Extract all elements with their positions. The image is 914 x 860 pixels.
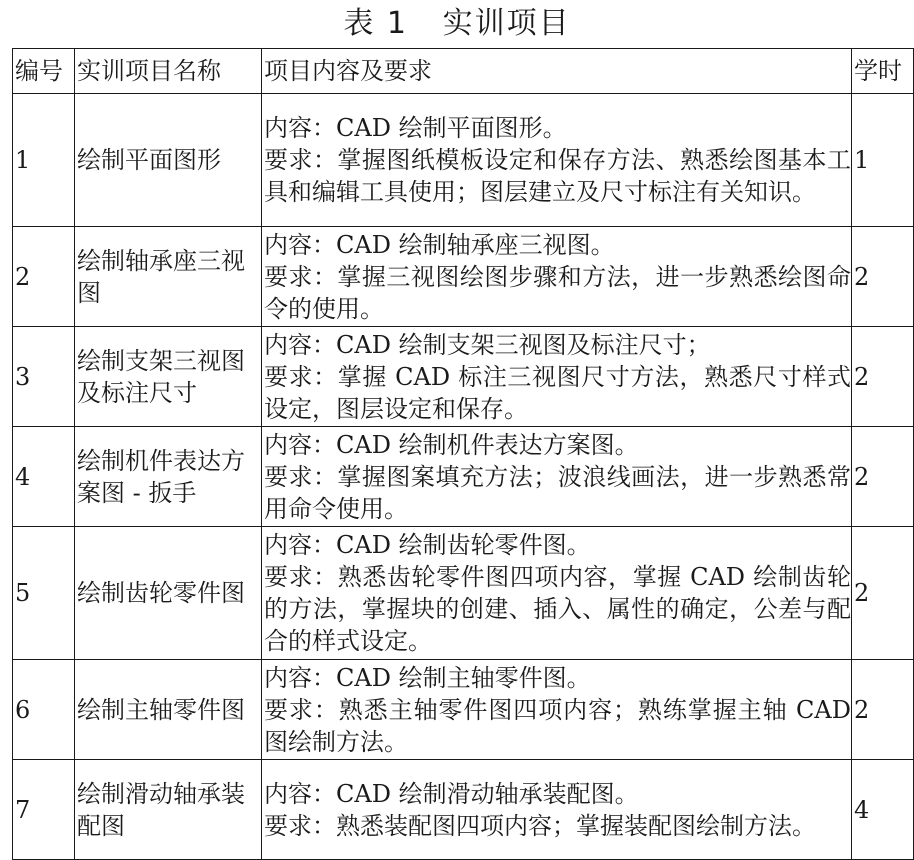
row-requirement: 要求：熟悉装配图四项内容；掌握装配图绘制方法。: [264, 811, 816, 840]
table-row: [13, 327, 914, 427]
header-hours: 学时: [852, 49, 914, 94]
row-project-name: 绘制支架三视图及标注尺寸: [75, 327, 262, 427]
row-number: 3: [13, 327, 75, 427]
row-requirement: 要求：熟悉齿轮零件图四项内容，掌握 CAD 绘制齿轮的方法，掌握块的创建、插入、属性的确定，公差与配合的样式设定。: [264, 563, 851, 655]
row-content-requirements: [262, 94, 852, 227]
header-number: 编号: [13, 49, 75, 94]
table-row: [13, 227, 914, 327]
row-number: 7: [13, 760, 75, 860]
row-requirement: 要求：掌握 CAD 标注三视图尺寸方法，熟悉尺寸样式设定，图层设定和保存。: [264, 362, 851, 423]
row-number: 4: [13, 427, 75, 527]
row-number: 5: [13, 527, 75, 660]
row-content: 内容：CAD 绘制机件表达方案图。: [264, 430, 639, 459]
row-hours: 2: [852, 327, 914, 427]
row-content-requirements: [262, 760, 852, 860]
header-row: [13, 49, 914, 94]
row-requirement: 要求：掌握三视图绘图步骤和方法，进一步熟悉绘图命令的使用。: [264, 262, 851, 323]
training-projects-table: [12, 48, 914, 860]
row-content: 内容：CAD 绘制平面图形。: [264, 114, 567, 142]
row-project-name: 绘制平面图形: [75, 94, 262, 227]
row-number: 2: [13, 227, 75, 327]
row-content-requirements: [262, 227, 852, 327]
row-project-name: 绘制滑动轴承装配图: [75, 760, 262, 860]
row-hours: 2: [852, 227, 914, 327]
row-hours: 2: [852, 660, 914, 760]
table-row: [13, 660, 914, 760]
table-title: 表 1 实训项目: [343, 6, 571, 41]
row-hours: 2: [852, 527, 914, 660]
row-content: 内容：CAD 绘制滑动轴承装配图。: [264, 779, 639, 808]
row-project-name: 绘制轴承座三视图: [75, 227, 262, 327]
row-requirement: 要求：掌握图纸模板设定和保存方法、熟悉绘图基本工具和编辑工具使用；图层建立及尺寸标注有关知识。: [264, 146, 851, 206]
row-hours: 1: [852, 94, 914, 227]
row-requirement: 要求：掌握图案填充方法；波浪线画法，进一步熟悉常用命令使用。: [264, 462, 851, 523]
row-content: 内容：CAD 绘制轴承座三视图。: [264, 230, 615, 259]
row-content-requirements: [262, 527, 852, 660]
table-row: [13, 527, 914, 660]
header-project-name: 实训项目名称: [75, 49, 262, 94]
row-content-requirements: [262, 327, 852, 427]
row-content: 内容：CAD 绘制齿轮零件图。: [264, 531, 591, 559]
table-row: [13, 94, 914, 227]
row-hours: 2: [852, 427, 914, 527]
row-requirement: 要求：熟悉主轴零件图四项内容；熟练掌握主轴 CAD 图绘制方法。: [264, 695, 851, 756]
row-content-requirements: [262, 427, 852, 527]
row-project-name: 绘制机件表达方案图 - 扳手: [75, 427, 262, 527]
row-project-name: 绘制齿轮零件图: [75, 527, 262, 660]
table-row: [13, 427, 914, 527]
table-row: [13, 760, 914, 860]
row-content: 内容：CAD 绘制主轴零件图。: [264, 663, 591, 692]
row-content: 内容：CAD 绘制支架三视图及标注尺寸；: [264, 330, 711, 359]
row-number: 6: [13, 660, 75, 760]
row-hours: 4: [852, 760, 914, 860]
row-content-requirements: [262, 660, 852, 760]
row-number: 1: [13, 94, 75, 227]
header-content-requirements: 项目内容及要求: [262, 49, 852, 94]
row-project-name: 绘制主轴零件图: [75, 660, 262, 760]
